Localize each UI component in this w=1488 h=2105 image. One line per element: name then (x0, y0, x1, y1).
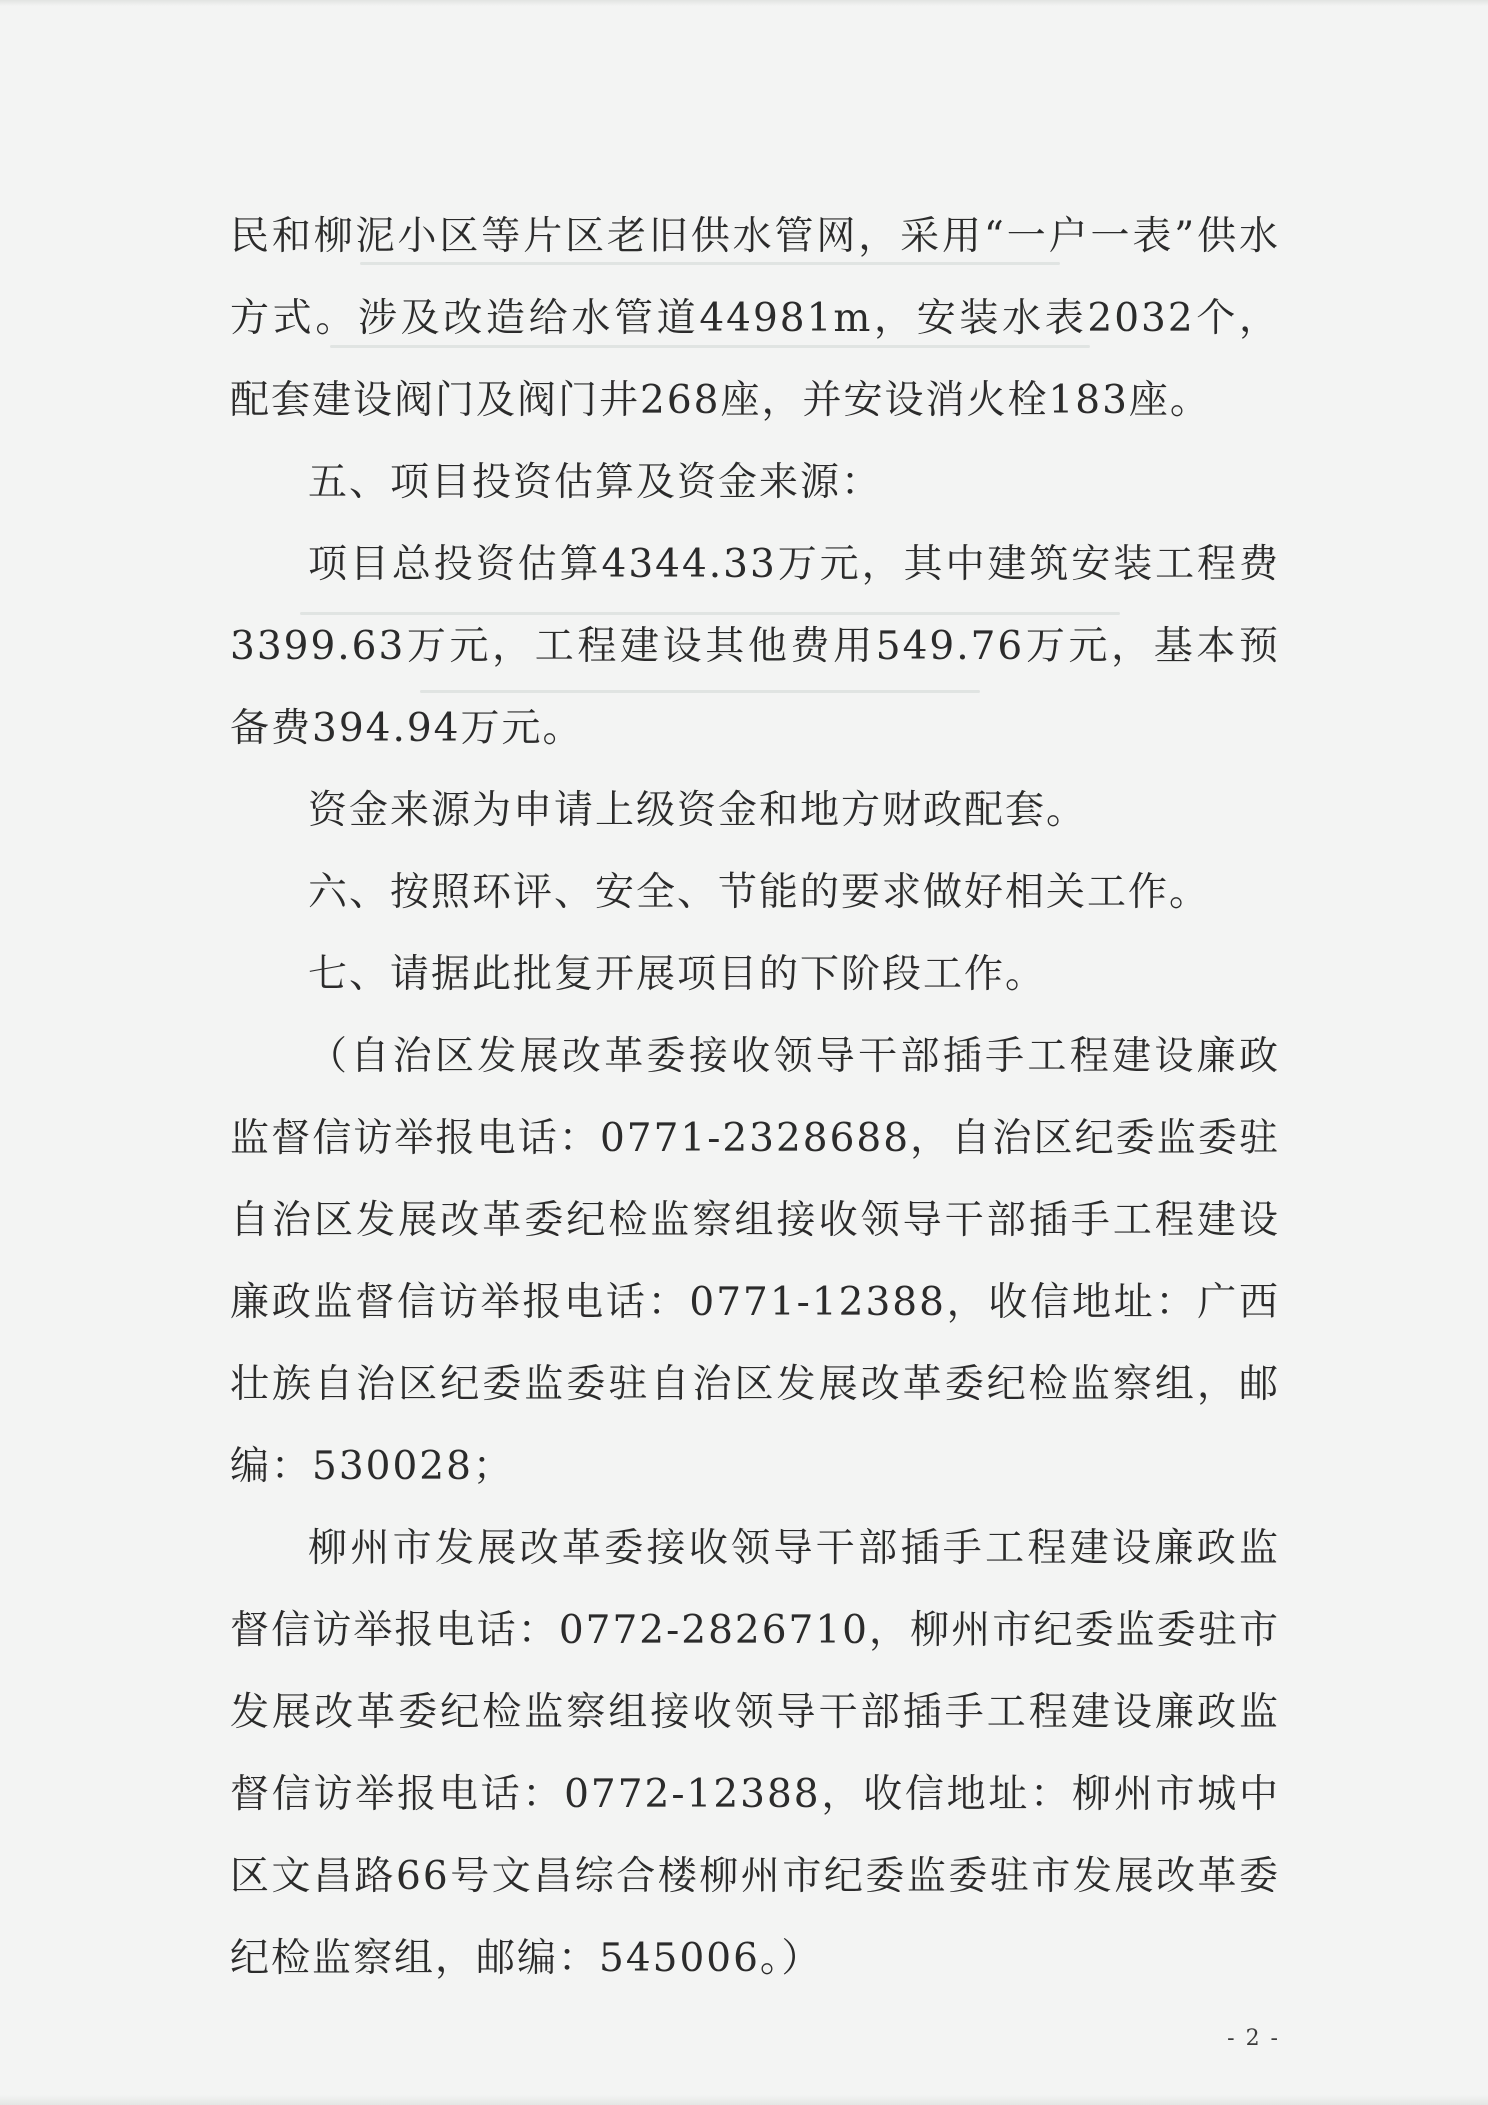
paragraph-item-six: 六、按照环评、安全、节能的要求做好相关工作。 (308, 870, 1211, 915)
page-number: - 2 - (1227, 2026, 1280, 2051)
heading-investment-estimate: 五、项目投资估算及资金来源： (308, 460, 883, 505)
paragraph-funding-source: 资金来源为申请上级资金和地方财政配套。 (308, 788, 1088, 833)
scan-edge-bottom (0, 2095, 1488, 2105)
paragraph-city-hotline: 柳州市发展改革委接收领导干部插手工程建设廉政监督信访举报电话：0772-2826710，柳州市纪委监委驻市发展改革委纪检监察组接收领导干部插手工程建设廉政监督信访举报电话：0772-12388，收信地址：柳州市城中区文昌路66号文昌综合楼柳州市纪委监委驻市发展改革委纪检监察组，邮编：545006。） (230, 1526, 1280, 1981)
scan-edge-top (0, 0, 1488, 6)
paragraph-regional-hotline: （自治区发展改革委接收领导干部插手工程建设廉政监督信访举报电话：0771-2328688，自治区纪委监委驻自治区发展改革委纪检监察组接收领导干部插手工程建设廉政监督信访举报电话：0771-12388，收信地址：广西壮族自治区纪委监委驻自治区发展改革委纪检监察组，邮编：530028； (230, 1034, 1280, 1489)
paragraph-total-investment: 项目总投资估算4344.33万元，其中建筑安装工程费3399.63万元，工程建设其他费用549.76万元，基本预备费394.94万元。 (230, 542, 1280, 751)
document-body (230, 196, 1280, 2000)
paragraph-item-seven: 七、请据此批复开展项目的下阶段工作。 (308, 952, 1047, 997)
paragraph-pipe-network: 民和柳泥小区等片区老旧供水管网，采用“一户一表”供水方式。涉及改造给水管道44981m，安装水表2032个，配套建设阀门及阀门井268座，并安设消火栓183座。 (230, 214, 1280, 423)
